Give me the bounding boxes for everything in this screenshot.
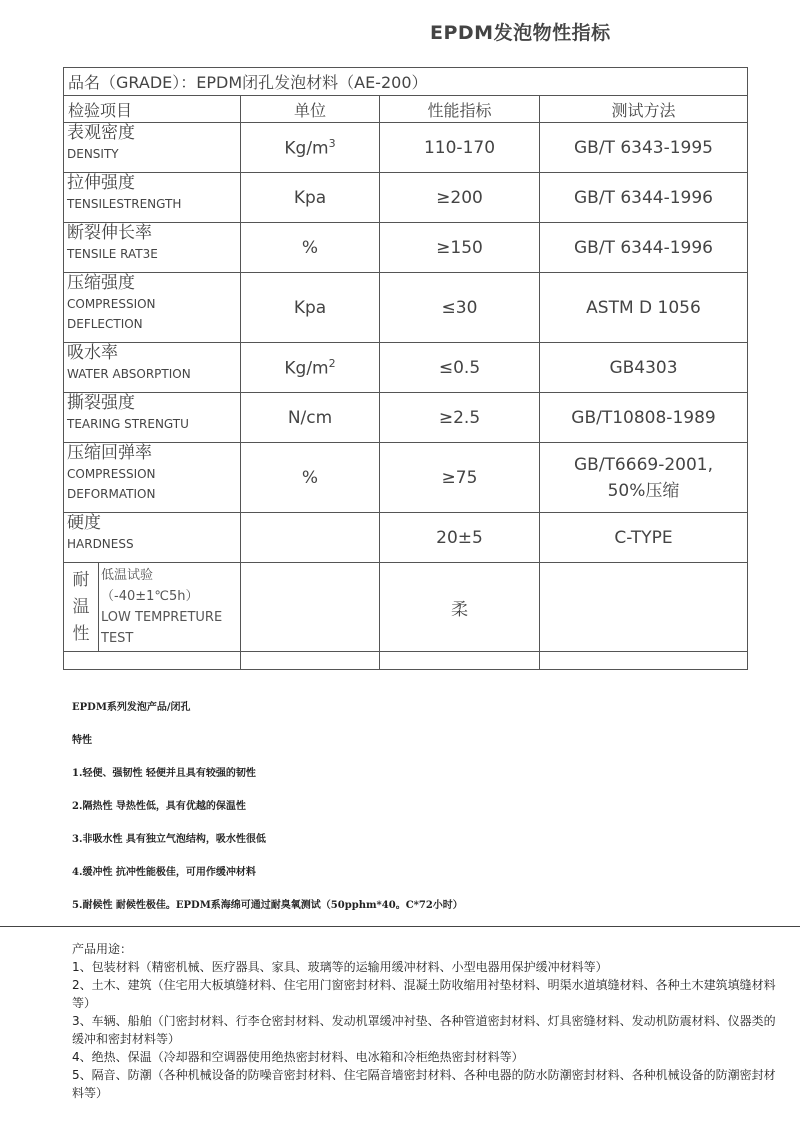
- test-method-cell: [540, 123, 748, 173]
- unit-superscript: 2: [328, 356, 336, 370]
- low-temp-line: LOW TEMPRETURE: [101, 610, 223, 625]
- unit-cell: [241, 173, 380, 223]
- feature-item: 1.轻便、强韧性 轻便并且具有较强的韧性: [72, 768, 256, 779]
- usage-item: 2、土木、建筑（住宅用大板填缝材料、住宅用门窗密封材料、混凝土防收缩用衬垫材料、明渠水道填缝材料、各种土木建筑填缝材料等）: [72, 978, 776, 1010]
- usage-item: 4、绝热、保温（冷却器和空调器使用绝热密封材料、电冰箱和冷柜绝热密封材料等）: [72, 1050, 524, 1064]
- property-name-cn: 表观密度: [67, 123, 135, 143]
- property-name-cell: [64, 513, 241, 563]
- property-name-cn: 压缩回弹率: [67, 443, 152, 463]
- spec-value-cell: ≥200: [380, 173, 540, 223]
- unit-cell: [241, 393, 380, 443]
- spec-value-cell: 110-170: [380, 123, 540, 173]
- property-name-cell: [64, 123, 241, 173]
- spec-value-cell: ≤30: [380, 273, 540, 343]
- property-name-en: COMPRESSION: [67, 467, 156, 481]
- header-method: 测试方法: [540, 96, 748, 123]
- header-unit: 单位: [241, 96, 380, 123]
- heat-resistance-cell: [64, 563, 241, 652]
- feature-item: 5.耐候性 耐候性极佳。EPDM系海绵可通过耐臭氧测试（50pphm*40。C*72小时）: [72, 900, 463, 911]
- spec-value-cell: ≤0.5: [380, 343, 540, 393]
- test-method-cell: [540, 223, 748, 273]
- unit-cell: [241, 273, 380, 343]
- usage-heading: 产品用途：: [72, 942, 133, 956]
- test-method-cell: [540, 343, 748, 393]
- test-method-line: GB4303: [609, 357, 678, 378]
- property-name-cn: 撕裂强度: [67, 393, 135, 413]
- usage-item: 3、车辆、船舶（门密封材料、行李仓密封材料、发动机罩缓冲衬垫、各种管道密封材料、灯具密缝材料、发动机防震材料、仪器类的缓冲和密封材料等）: [72, 1014, 776, 1046]
- property-row: [64, 173, 748, 223]
- test-method-cell: [540, 393, 748, 443]
- feature-item: 2.隔热性 导热性低，具有优越的保温性: [72, 801, 246, 812]
- property-name-en: DEFORMATION: [67, 487, 156, 501]
- test-method-line: 50%压缩: [607, 480, 680, 501]
- property-name-en: WATER ABSORPTION: [67, 367, 191, 381]
- property-row: [64, 273, 748, 343]
- property-name-cell: [64, 173, 241, 223]
- unit-text: Kg/m: [284, 358, 329, 379]
- property-name-cell: [64, 393, 241, 443]
- heat-unit-cell: [241, 563, 380, 652]
- property-name-cn: 硬度: [67, 513, 101, 533]
- test-method-cell: [540, 513, 748, 563]
- spec-value-cell: ≥2.5: [380, 393, 540, 443]
- unit-cell: [241, 223, 380, 273]
- spec-value-cell: ≥150: [380, 223, 540, 273]
- feature-item: 4.缓冲性 抗冲性能极佳，可用作缓冲材料: [72, 867, 256, 878]
- empty-row: [64, 652, 748, 670]
- heat-resistance-side-label: [64, 563, 99, 651]
- test-method-line: GB/T 6344-1996: [573, 237, 713, 258]
- side-label-char: 性: [72, 623, 90, 644]
- unit-cell: [241, 123, 380, 173]
- test-method-line: GB/T10808-1989: [571, 407, 716, 428]
- grade-row: [64, 68, 748, 96]
- grade-cell: 品名（GRADE）：EPDM闭孔发泡材料（AE-200）: [64, 68, 748, 96]
- test-method-line: GB/T 6343-1995: [573, 137, 713, 158]
- property-row: [64, 223, 748, 273]
- low-temp-line: 低温试验: [101, 568, 154, 583]
- property-name-en: DEFLECTION: [67, 317, 143, 331]
- unit-text: %: [301, 467, 319, 488]
- property-name-cell: [64, 273, 241, 343]
- header-spec: 性能指标: [380, 96, 540, 123]
- unit-text: Kpa: [293, 187, 327, 208]
- unit-superscript: 3: [328, 136, 336, 150]
- usage-section: [72, 940, 777, 1102]
- property-name-cell: [64, 443, 241, 513]
- empty-cell: [540, 652, 748, 670]
- side-label-char: 耐: [72, 569, 90, 590]
- property-name-en: TENSILESTRENGTH: [67, 197, 182, 211]
- test-method-cell: [540, 173, 748, 223]
- property-name-cell: [64, 223, 241, 273]
- property-name-cell: [64, 343, 241, 393]
- unit-cell: [241, 343, 380, 393]
- test-method-line: C-TYPE: [614, 527, 673, 548]
- unit-text: %: [301, 237, 319, 258]
- property-name-en: HARDNESS: [67, 537, 134, 551]
- property-name-en: COMPRESSION: [67, 297, 156, 311]
- property-name-cn: 断裂伸长率: [67, 223, 152, 243]
- low-temp-test-label: [99, 563, 222, 651]
- property-name-cn: 吸水率: [67, 343, 118, 363]
- property-row: [64, 123, 748, 173]
- unit-cell: [241, 443, 380, 513]
- test-method-line: GB/T 6344-1996: [573, 187, 713, 208]
- property-name-cn: 压缩强度: [67, 273, 135, 293]
- unit-text: N/cm: [287, 407, 333, 428]
- property-name-cn: 拉伸强度: [67, 173, 135, 193]
- header-item: 检验项目: [64, 96, 241, 123]
- spec-value-cell: 20±5: [380, 513, 540, 563]
- property-name-en: TEARING STRENGTU: [67, 417, 189, 431]
- low-temp-line: （-40±1℃5h）: [101, 589, 199, 604]
- empty-cell: [64, 652, 241, 670]
- divider-line: [0, 926, 800, 927]
- unit-text: Kpa: [293, 297, 327, 318]
- unit-cell: [241, 513, 380, 563]
- usage-item: 1、包装材料（精密机械、医疗器具、家具、玻璃等的运输用缓冲材料、小型电器用保护缓冲材料等）: [72, 960, 608, 974]
- test-method-line: ASTM D 1056: [586, 297, 701, 318]
- property-row: [64, 393, 748, 443]
- heat-method-cell: [540, 563, 748, 652]
- empty-cell: [241, 652, 380, 670]
- empty-cell: [380, 652, 540, 670]
- property-row: [64, 443, 748, 513]
- features-heading: EPDM系列发泡产品/闭孔: [72, 702, 191, 713]
- page-title: EPDM发泡物性指标: [430, 22, 611, 44]
- spec-table: [63, 67, 748, 670]
- property-row: [64, 513, 748, 563]
- heat-resistance-row: [64, 563, 748, 652]
- property-row: [64, 343, 748, 393]
- test-method-cell: [540, 273, 748, 343]
- features-subheading: 特性: [72, 735, 92, 746]
- header-row: [64, 96, 748, 123]
- heat-spec-cell: 柔: [380, 563, 540, 652]
- property-name-en: DENSITY: [67, 147, 119, 161]
- spec-value-cell: ≥75: [380, 443, 540, 513]
- low-temp-line: TEST: [101, 631, 134, 646]
- test-method-cell: [540, 443, 748, 513]
- feature-item: 3.非吸水性 具有独立气泡结构，吸水性很低: [72, 834, 266, 845]
- test-method-line: GB/T6669-2001,: [573, 454, 713, 475]
- spec-table-body: [64, 68, 748, 670]
- usage-item: 5、隔音、防潮（各种机械设备的防噪音密封材料、住宅隔音墙密封材料、各种电器的防水防潮密封材料、各种机械设备的防潮密封材料等）: [72, 1068, 776, 1100]
- side-label-char: 温: [72, 596, 90, 617]
- unit-text: Kg/m: [284, 138, 329, 159]
- property-name-en: TENSILE RAT3E: [67, 247, 158, 261]
